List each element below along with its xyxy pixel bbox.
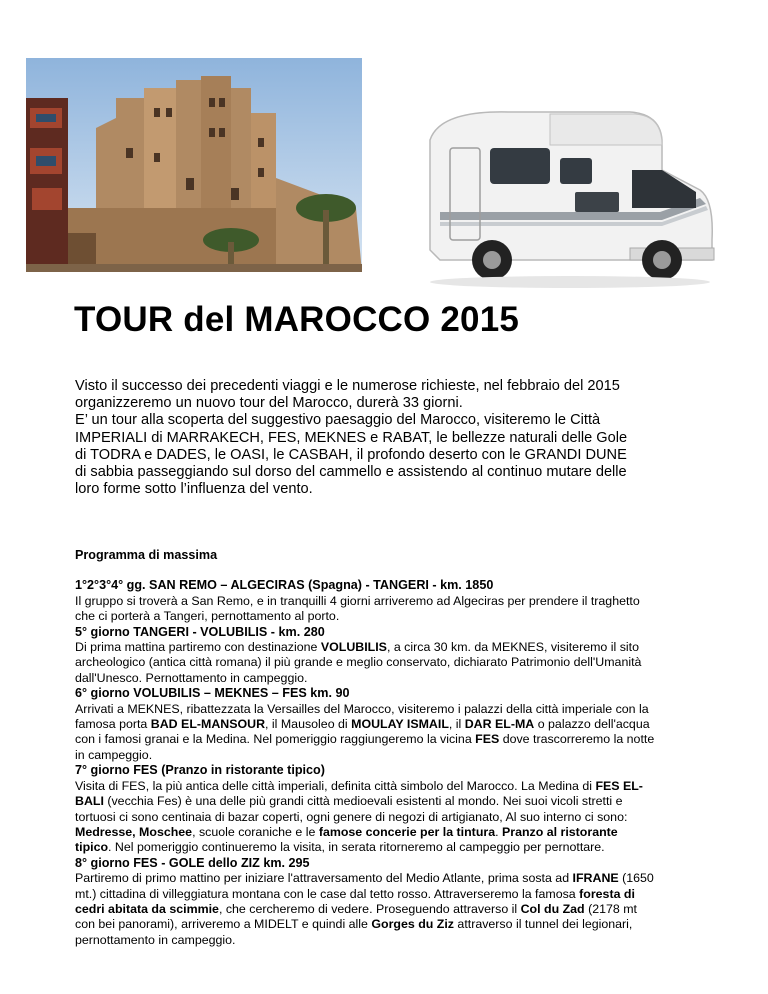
description-text: (2178 mt con bei panorami), arriveremo a MIDELT e quindi alle	[75, 901, 637, 932]
description-text: Visita di FES, la più antica delle città imperiali, definita città simbolo del Marocco. La Medina di	[75, 778, 596, 793]
description-text: , che cercheremo di vedere. Proseguendo attraverso il	[218, 901, 521, 916]
day-heading: 8° giorno FES - GOLE dello ZIZ km. 295	[75, 855, 310, 870]
description-text: , il	[448, 717, 465, 732]
program-section	[75, 548, 655, 948]
highlight-text: Pranzo al ristorante tipico	[75, 824, 618, 855]
day-description	[75, 779, 655, 856]
day-heading: 5° giorno TANGERI - VOLUBILIS - km. 280	[75, 624, 325, 639]
highlight-text: foresta di cedri abitata da scimmie	[75, 886, 635, 916]
day-description	[75, 702, 655, 764]
highlight-text: FES	[475, 732, 500, 747]
description-text: , a circa 30 km. da MEKNES, visiteremo il sito archeologico (antica città romana) il più grande e meglio conservato, dichiarato Patrimonio dell'Umanità dall'Unesco. Pernottamento in campeggio.	[75, 640, 642, 685]
day-heading: 1°2°3°4° gg. SAN REMO – ALGECIRAS (Spagna) - TANGERI - km. 1850	[75, 578, 494, 593]
kasbah-photo	[26, 58, 362, 272]
description-text: dove trascorreremo la notte in campeggio.	[75, 732, 655, 762]
highlight-text: Medresse, Moschee	[75, 824, 193, 839]
highlight-text: MOULAY ISMAIL	[351, 717, 449, 732]
page-title: TOUR del MAROCCO 2015	[74, 300, 520, 339]
highlight-text: FES EL-BALI	[75, 778, 643, 809]
day-heading: 7° giorno FES (Pranzo in ristorante tipico)	[75, 763, 325, 778]
day-description	[75, 640, 655, 686]
description-text: o palazzo dell'acqua con i famosi granai e la Medina. Nel pomeriggio raggiungeremo la vicina	[75, 717, 650, 747]
kasbah-illustration	[26, 58, 362, 272]
description-text: Di prima mattina partiremo con destinazione	[75, 640, 321, 655]
description-text: (vecchia Fes) è una delle più grandi città medioevali esistenti al mondo. Nei suoi vicoli stretti e tortuosi ci sono centinaia di bazar coperti, ogni genere di negozi di artigianato, Al suo interno ci sono:	[75, 794, 628, 824]
description-text: attraverso il tunnel dei legionari, pernottamento in campeggio.	[75, 917, 633, 947]
description-text: .	[495, 824, 502, 839]
description-text: Il gruppo si troverà a San Remo, e in tranquilli 4 giorni arriveremo ad Algeciras per prendere il traghetto che ci porterà a Tangeri, pernottamento al porto.	[75, 593, 640, 624]
description-text: . Nel pomeriggio continueremo la visita, in serata ritorneremo al campeggio per pernottare.	[108, 840, 605, 855]
day-heading: 6° giorno VOLUBILIS – MEKNES – FES km. 90	[75, 686, 350, 701]
highlight-text: IFRANE	[572, 871, 619, 886]
camper-illustration	[400, 100, 718, 292]
camper-photo	[400, 100, 718, 292]
description-text: , il Mausoleo di	[265, 717, 352, 732]
program-heading: Programma di massima	[75, 548, 218, 562]
description-text: Partiremo di primo mattino per iniziare l'attraversamento del Medio Atlante, prima sosta ad	[75, 871, 573, 886]
intro-paragraph: Visto il successo dei precedenti viaggi e le numerose richieste, nel febbraio del 2015 organizzeremo un nuovo tour del Marocco, durerà 33 giorni.	[75, 378, 620, 412]
highlight-text: VOLUBILIS	[320, 640, 387, 655]
description-text: Arrivati a MEKNES, ribattezzata la Versailles del Marocco, visiteremo i palazzi della città imperiale con la famosa porta	[75, 701, 649, 732]
intro-text	[75, 378, 635, 498]
highlight-text: famose concerie per la tintura	[318, 824, 496, 839]
highlight-text: BAD EL-MANSOUR	[150, 717, 266, 732]
description-text: , scuole coraniche e le	[192, 824, 319, 839]
description-text: (1650 mt.) cittadina di villeggiatura montana con le case dal tetto rosso. Attraverseremo la famosa	[75, 871, 654, 901]
highlight-text: DAR EL-MA	[464, 717, 535, 732]
highlight-text: Col du Zad	[520, 901, 585, 916]
day-description	[75, 594, 655, 625]
intro-paragraph: E’ un tour alla scoperta del suggestivo paesaggio del Marocco, visiteremo le Città IMPERIALI di MARRAKECH, FES, MEKNES e RABAT, le bellezze naturali delle Gole di TODRA e DADES, le OASI, le CASBAH, il profondo deserto con le GRANDI DUNE di sabbia passeggiando sul dorso del cammello e assistendo al continuo mutare delle loro forme sotto l’influenza del vento.	[75, 412, 628, 498]
highlight-text: Gorges du Ziz	[371, 917, 454, 932]
day-description	[75, 871, 655, 948]
